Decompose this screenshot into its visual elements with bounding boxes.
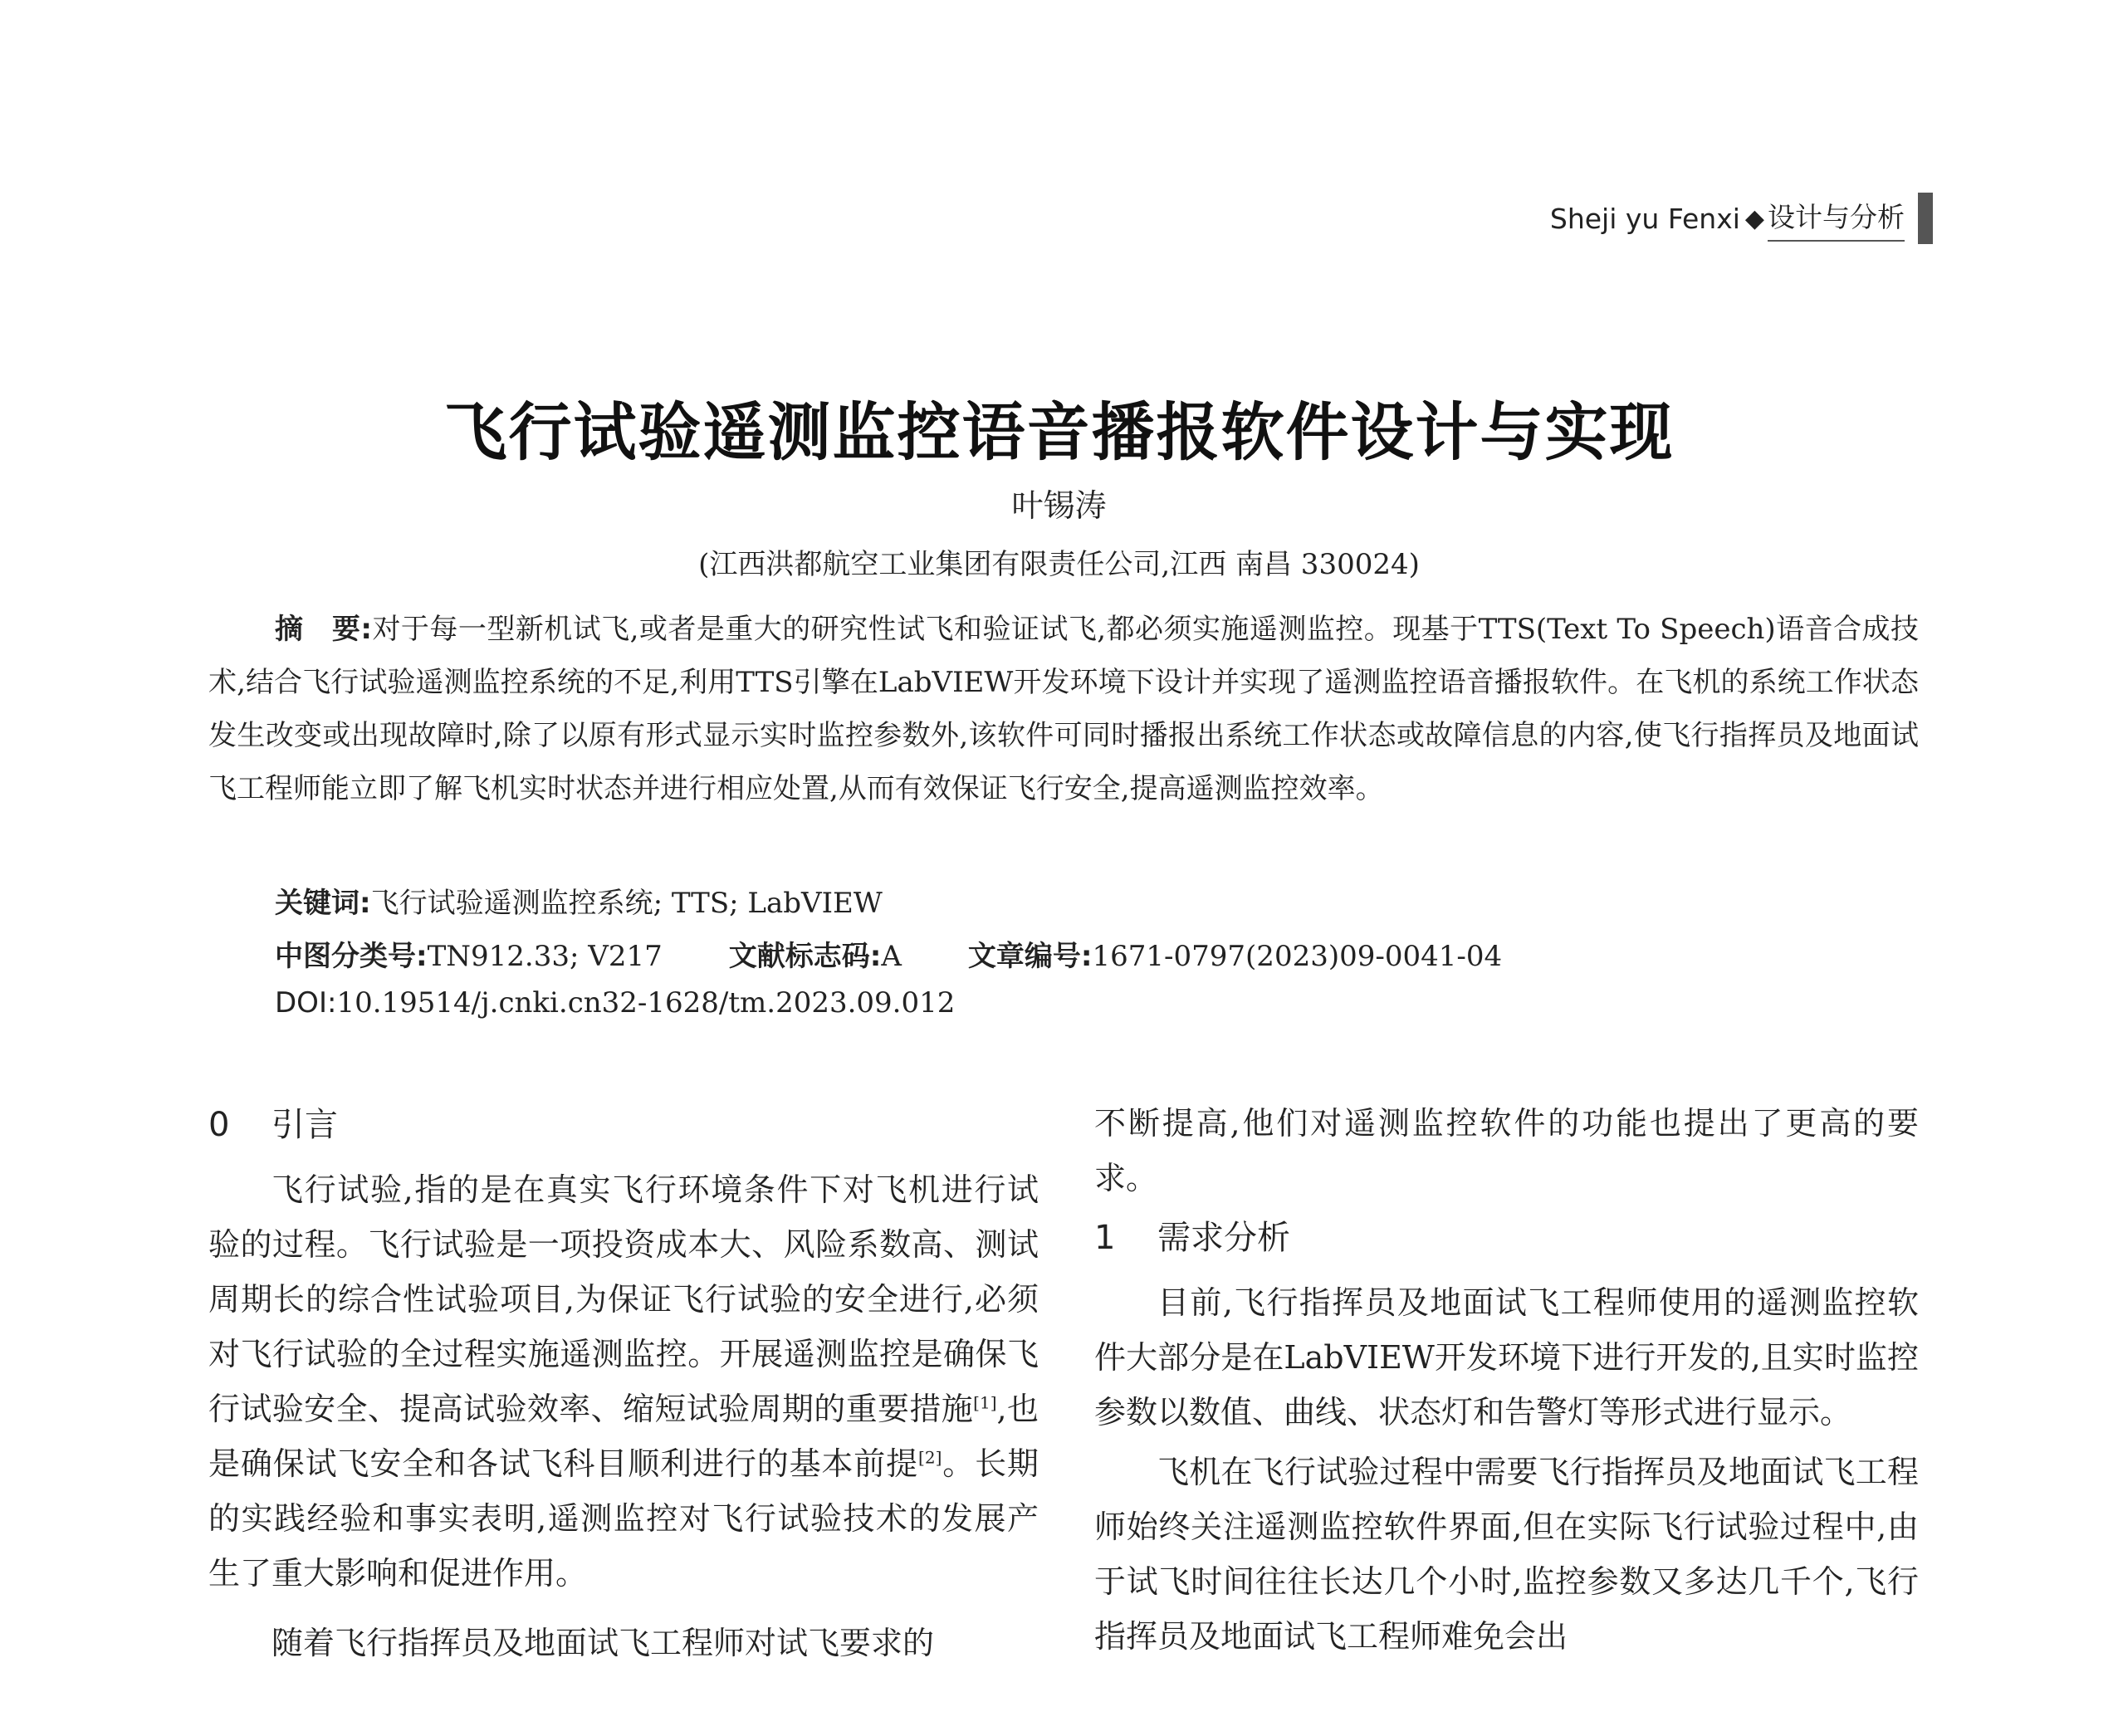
requirements-paragraph-1: 目前,飞行指挥员及地面试飞工程师使用的遥测监控软件大部分是在LabVIEW开发环境下进行开发的,且实时监控参数以数值、曲线、状态灯和告警灯等形式进行显示。 (1094, 1284, 1919, 1430)
section-title: 需求分析 (1157, 1219, 1290, 1257)
abstract-text: 对于每一型新机试飞,或者是重大的研究性试飞和验证试飞,都必须实施遥测监控。现基于TTS(Text To Speech)语音合成技术,结合飞行试验遥测监控系统的不足,利用TTS引擎在LabVIEW开发环境下设计并实现了遥测监控语音播报软件。在飞机的系统工作状态发生改变或出现故障时,除了以原有形式显示实时监控参数外,该软件可同时播报出系统工作状态或故障信息的内容,使飞行指挥员及地面试飞工程师能立即了解飞机实时状态并进行相应处置,从而有效保证飞行安全,提高遥测监控效率。 (208, 613, 1919, 805)
classification-line (275, 933, 1502, 974)
clc-label: 中图分类号: (275, 940, 428, 973)
keywords-label: 关键词: (275, 887, 371, 920)
paragraph-text: 。长期的实践经验和事实表明,遥测监控对飞行试验技术的发展产生了重大影响和促进作用。 (208, 1445, 1039, 1592)
clc-value: TN912.33; V217 (427, 940, 663, 973)
paragraph-text: 飞行试验,指的是在真实飞行环境条件下对飞机进行试验的过程。飞行试验是一项投资成本大、风险系数高、测试周期长的综合性试验项目,为保证飞行试验的安全进行,必须对飞行试验的全过程实施遥测监控。开展遥测监控是确保飞行试验安全、提高试验效率、缩短试验周期的重要措施 (208, 1171, 1039, 1427)
journal-name-en: Sheji yu Fenxi (1549, 202, 1740, 235)
left-column (208, 1096, 1039, 1670)
doi-line (275, 986, 955, 1020)
journal-section-zh: 设计与分析 (1768, 196, 1905, 242)
intro-paragraph-1 (208, 1162, 1039, 1601)
section-heading-0 (208, 1096, 1039, 1154)
section-title: 引言 (271, 1106, 338, 1144)
intro-paragraph-2: 随着飞行指挥员及地面试飞工程师对试飞要求的 (271, 1625, 935, 1661)
running-header (1550, 193, 1933, 244)
right-column (1094, 1096, 1919, 1664)
keywords-text: 飞行试验遥测监控系统; TTS; LabVIEW (370, 887, 883, 920)
requirements-paragraph-2: 飞机在飞行试验过程中需要飞行指挥员及地面试飞工程师始终关注遥测监控软件界面,但在实际飞行试验过程中,由于试飞时间往往长达几个小时,监控参数又多达几千个,飞行指挥员及地面试飞工程师难免会出 (1094, 1454, 1919, 1655)
citation-1: [1] (973, 1392, 997, 1413)
article-number-value: 1671-0797(2023)09-0041-04 (1092, 940, 1503, 973)
article-number-label: 文章编号: (967, 940, 1093, 973)
doi-label: DOI: (275, 986, 337, 1020)
abstract-label: 摘 要: (275, 613, 372, 646)
diamond-icon: ◆ (1744, 203, 1764, 233)
header-bar-mark (1918, 193, 1933, 244)
paragraph-text: ,也是确保试飞安全和各试飞科目顺利进行的基本前提 (208, 1391, 1039, 1482)
section-number: 1 (1094, 1219, 1116, 1257)
section-heading-1 (1094, 1209, 1919, 1267)
doi-value: 10.19514/j.cnki.cn32-1628/tm.2023.09.012 (336, 986, 956, 1020)
abstract (208, 603, 1919, 815)
author-name: 叶锡涛 (1011, 487, 1107, 524)
citation-2: [2] (918, 1447, 942, 1468)
doc-code-label: 文献标志码: (728, 940, 882, 973)
continuation-paragraph: 不断提高,他们对遥测监控软件的功能也提出了更高的要求。 (1094, 1105, 1919, 1196)
paper-title: 飞行试验遥测监控语音播报软件设计与实现 (443, 395, 1675, 469)
keywords-line (275, 880, 883, 921)
affiliation: (江西洪都航空工业集团有限责任公司,江西 南昌 330024) (698, 548, 1420, 581)
doc-code-value: A (881, 940, 902, 973)
section-number: 0 (208, 1106, 230, 1144)
